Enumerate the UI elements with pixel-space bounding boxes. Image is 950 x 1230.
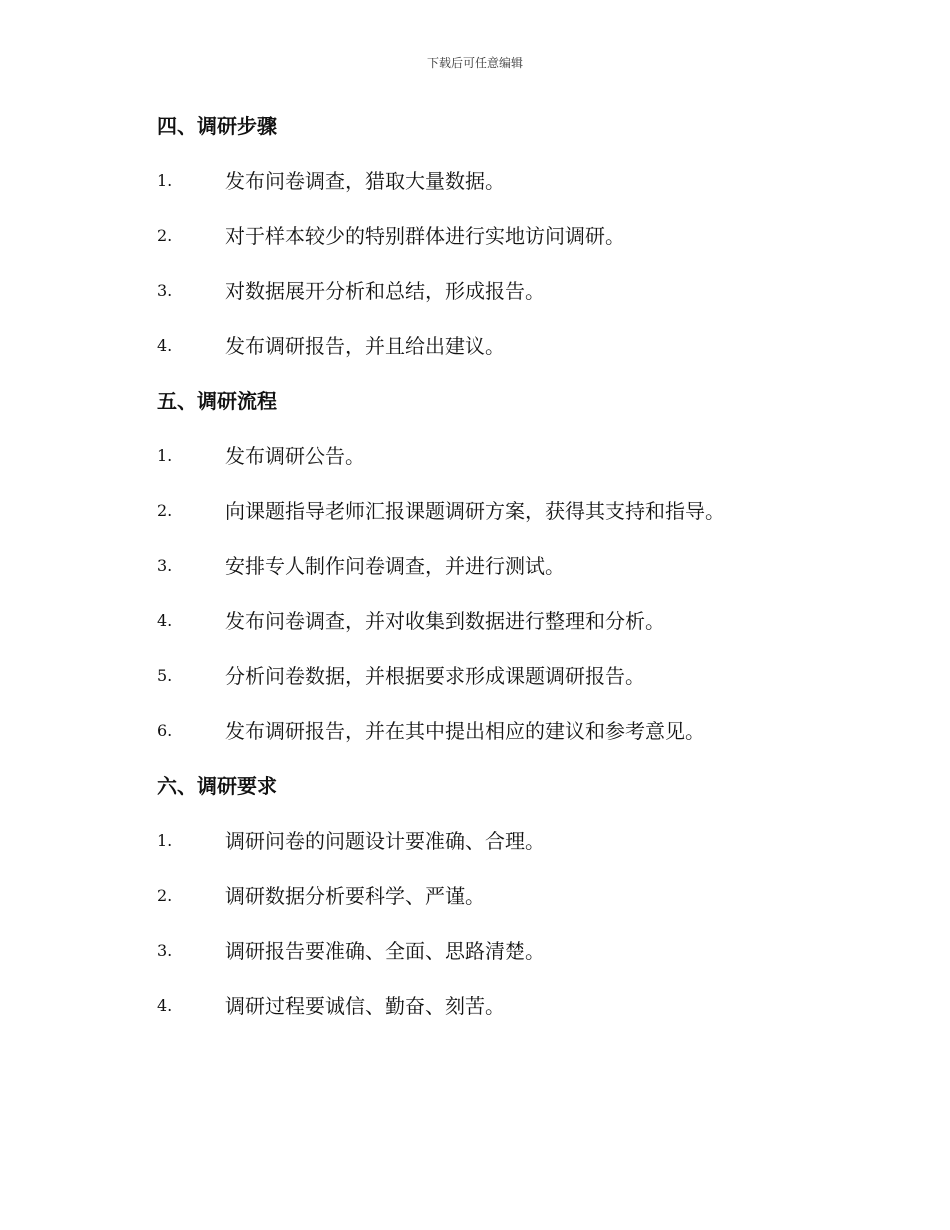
section-title: 五、调研流程: [157, 389, 277, 413]
item-text: 安排专人制作问卷调查，并进行测试。: [225, 554, 565, 578]
list-item: [157, 713, 857, 749]
item-number: 6.: [157, 721, 173, 740]
header-note: 下载后可任意编辑: [426, 56, 523, 70]
item-number: 1.: [157, 831, 173, 850]
list-item: [157, 603, 857, 639]
list-item: [157, 933, 857, 969]
item-number: 1.: [157, 171, 173, 190]
list-item: [157, 658, 857, 694]
list-item: [157, 493, 857, 529]
item-number: 3.: [157, 941, 173, 960]
item-number: 4.: [157, 996, 173, 1015]
item-text: 向课题指导老师汇报课题调研方案，获得其支持和指导。: [225, 499, 725, 523]
item-number: 4.: [157, 611, 173, 630]
item-text: 对数据展开分析和总结，形成报告。: [225, 279, 545, 303]
section-research-steps: [157, 108, 857, 364]
list-item: [157, 823, 857, 859]
item-text: 对于样本较少的特别群体进行实地访问调研。: [225, 224, 625, 248]
item-number: 1.: [157, 446, 173, 465]
item-text: 分析问卷数据，并根据要求形成课题调研报告。: [225, 664, 645, 688]
item-text: 发布调研报告，并在其中提出相应的建议和参考意见。: [225, 719, 705, 743]
list-item: [157, 328, 857, 364]
item-text: 发布调研报告，并且给出建议。: [225, 334, 505, 358]
item-text: 调研过程要诚信、勤奋、刻苦。: [225, 994, 505, 1018]
section-research-requirements: [157, 768, 857, 1024]
item-number: 3.: [157, 556, 173, 575]
item-text: 发布调研公告。: [225, 444, 365, 468]
list-item: [157, 218, 857, 254]
section-research-process: [157, 383, 857, 749]
item-number: 2.: [157, 226, 173, 245]
item-text: 调研数据分析要科学、严谨。: [225, 884, 485, 908]
section-title: 六、调研要求: [157, 774, 277, 798]
list-item: [157, 438, 857, 474]
section-title: 四、调研步骤: [157, 114, 277, 138]
list-item: [157, 988, 857, 1024]
list-item: [157, 548, 857, 584]
item-text: 发布问卷调查，猎取大量数据。: [225, 169, 505, 193]
list-item: [157, 163, 857, 199]
item-text: 发布问卷调查，并对收集到数据进行整理和分析。: [225, 609, 665, 633]
list-item: [157, 878, 857, 914]
item-text: 调研报告要准确、全面、思路清楚。: [225, 939, 545, 963]
item-number: 5.: [157, 666, 173, 685]
document-body: [157, 108, 857, 1043]
item-number: 2.: [157, 501, 173, 520]
item-number: 2.: [157, 886, 173, 905]
item-text: 调研问卷的问题设计要准确、合理。: [225, 829, 545, 853]
item-number: 4.: [157, 336, 173, 355]
item-number: 3.: [157, 281, 173, 300]
list-item: [157, 273, 857, 309]
